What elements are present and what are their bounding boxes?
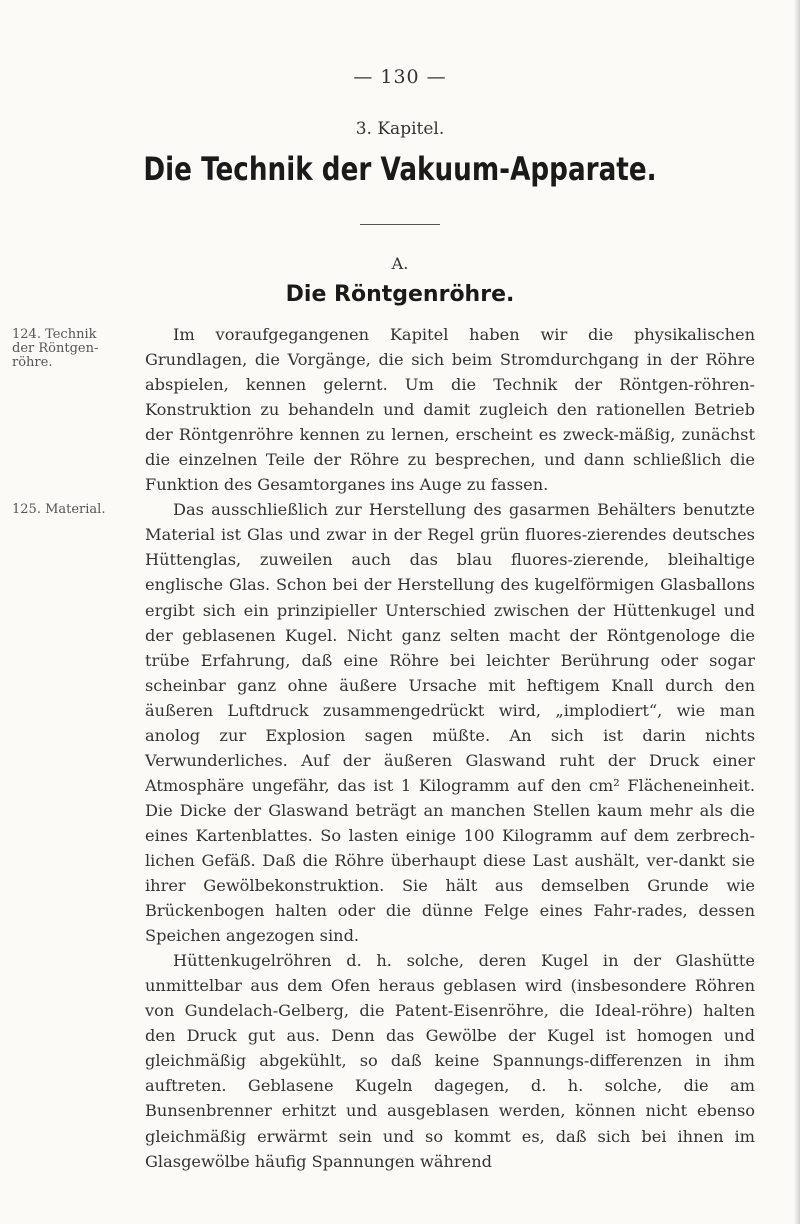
paragraph: Das ausschließlich zur Herstellung des gasarmen Behälters benutzte Material ist Glas und zwar in der Regel grün fluores-zierendes deutsches Hüttenglas, zuweilen auch das blau fluores-zierende, bleihaltige englische Glas. Schon bei der Herstellung des kugelförmigen Glasballons ergibt sich ein prinzipieller Unterschied zwischen der Hüttenkugel und der geblasenen Kugel. Nicht ganz selten macht der Röntgenologe die trübe Erfahrung, daß eine Röhre bei leichter Berührung oder sogar scheinbar ganz ohne äußere Ursache mit heftigem Knall durch den äußeren Luftdruck zusammengedrückt wird, „implodiert“, wie man anolog zur Explosion sagen müßte. An sich ist darin nichts Verwunderliches. Auf der äußeren Glaswand ruht der Druck einer Atmosphäre ungefähr, das ist 1 Kilogramm auf den cm² Flächeneinheit. Die Dicke der Glaswand beträgt an manchen Stellen kaum mehr als die eines Kartenblattes. So lasten einige 100 Kilogramm auf dem zerbrech-lichen Gefäß. Daß die Röhre überhaupt diese Last aushält, ver-dankt sie ihrer Gewölbekonstruktion. Sie hält aus demselben Grunde wie Brückenbogen halten oder die dünne Felge eines Fahr-rades, dessen Speichen angezogen sind. — [145, 500, 755, 946]
chapter-title: Die Technik der Vakuum-Apparate. — [143, 150, 657, 188]
title-divider — [360, 224, 440, 225]
section-letter: A. — [391, 254, 409, 273]
margin-note-technik: 124. Technik der Röntgen-röhre. — [12, 327, 99, 370]
page-number: — 130 — — [353, 66, 447, 88]
body-text — [145, 322, 755, 1174]
paragraph: Im voraufgegangenen Kapitel haben wir die physikalischen Grundlagen, die Vorgänge, die sich beim Stromdurchgang in der Röhre abspielen, kennen gelernt. Um die Technik der Röntgen-röhren-Konstruktion zu behandeln und damit zugleich den rationellen Betrieb der Röntgenröhre kennen zu lernen, erscheint es zweck-mäßig, zunächst die einzelnen Teile der Röhre zu besprechen, und dann schließlich die Funktion des Gesamtorganes ins Auge zu fassen. — [145, 325, 755, 495]
paragraph: Hüttenkugelröhren d. h. solche, deren Kugel in der Glashütte unmittelbar aus dem Ofen heraus geblasen wird (insbesondere Röhren von Gundelach-Gelberg, die Patent-Eisenröhre, die Ideal-röhre) halten den Druck gut aus. Denn das Gewölbe der Kugel ist homogen und gleichmäßig abgekühlt, so daß keine Spannungs-differenzen in ihm auftreten. Geblasene Kugeln dagegen, d. h. solche, die am Bunsenbrenner erhitzt und ausgeblasen werden, können nicht ebenso gleichmäßig erwärmt sein und so kommt es, daß sich bei ihnen im Glasgewölbe häufig Spannungen während — [145, 951, 755, 1171]
margin-note-material: 125. Material. — [12, 502, 106, 517]
page-edge-shadow — [794, 0, 800, 1224]
section-title: Die Röntgenröhre. — [285, 282, 515, 307]
chapter-label: 3. Kapitel. — [355, 119, 445, 139]
